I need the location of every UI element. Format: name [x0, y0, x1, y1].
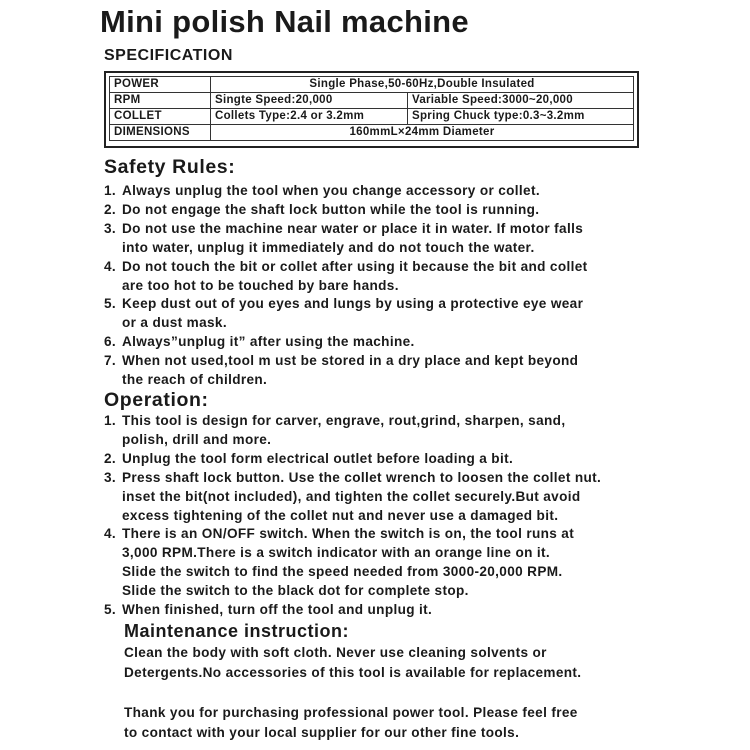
- spec-row-dimensions: [110, 125, 634, 141]
- item-number: 3.: [104, 469, 117, 485]
- item-text: This tool is design for carver, engrave, rout,grind, sharpen, sand, polish, drill and more.: [122, 413, 566, 447]
- item-text: When finished, turn off the tool and unplug it.: [122, 602, 433, 618]
- list-item: [104, 412, 744, 450]
- item-number: 4.: [104, 526, 117, 542]
- list-item: [104, 525, 744, 601]
- list-item: [104, 220, 744, 258]
- item-number: 2.: [104, 450, 117, 466]
- list-item: [104, 450, 744, 469]
- item-text: There is an ON/OFF switch. When the switch is on, the tool runs at 3,000 RPM.There is a switch indicator with an orange line on it. Slide the switch to find the speed needed from 3000-20,000 RPM. Slide the switch to the black dot for complete stop.: [122, 526, 575, 599]
- item-number: 5.: [104, 296, 117, 312]
- item-number: 4.: [104, 258, 117, 274]
- page-title: Mini polish Nail machine: [100, 4, 469, 39]
- list-item: [104, 295, 744, 333]
- spec-label-rpm: RPM: [110, 93, 211, 109]
- spec-label-collet: COLLET: [110, 109, 211, 125]
- item-number: 2.: [104, 201, 117, 217]
- item-text: Do not touch the bit or collet after using it because the bit and collet are too hot to be touched by bare hands.: [122, 258, 588, 293]
- closing-text: Thank you for purchasing professional power tool. Please feel free to contact with your local supplier for our other fine tools.: [124, 705, 578, 740]
- operation-heading: Operation:: [104, 389, 209, 411]
- item-text: Always”unplug it” after using the machine.: [122, 334, 415, 350]
- spec-label-power: POWER: [110, 77, 211, 93]
- spec-value-rpm-variable: Variable Speed:3000~20,000: [408, 93, 634, 109]
- spec-row-power: [110, 77, 634, 93]
- spec-value-rpm-single: Singte Speed:20,000: [211, 93, 408, 109]
- safety-rules-heading: Safety Rules:: [104, 156, 236, 178]
- spec-label-dimensions: DIMENSIONS: [110, 125, 211, 141]
- item-text: Do not use the machine near water or place it in water. If motor falls into water, unplug it immediately and do not touch the water.: [122, 220, 584, 255]
- item-number: 1.: [104, 183, 117, 198]
- item-number: 7.: [104, 353, 117, 369]
- item-number: 5.: [104, 602, 117, 618]
- list-item: [104, 258, 744, 296]
- list-item: [104, 352, 744, 390]
- spec-value-collet-type: Collets Type:2.4 or 3.2mm: [211, 109, 408, 125]
- maintenance-text: Clean the body with soft cloth. Never use cleaning solvents or Detergents.No accessories of this tool is available for replacement.: [124, 645, 582, 680]
- list-item: [104, 333, 744, 352]
- item-text: Do not engage the shaft lock button while the tool is running.: [122, 201, 540, 217]
- list-item: [104, 601, 744, 620]
- spec-value-dimensions: 160mmL×24mm Diameter: [211, 125, 634, 141]
- item-number: 1.: [104, 413, 117, 428]
- spec-value-power: Single Phase,50-60Hz,Double Insulated: [211, 77, 634, 93]
- list-item: [104, 182, 744, 201]
- item-number: 3.: [104, 220, 117, 236]
- spec-row-collet: [110, 109, 634, 125]
- list-item: [104, 201, 744, 220]
- item-text: Always unplug the tool when you change accessory or collet.: [122, 183, 540, 198]
- item-text: Keep dust out of you eyes and lungs by using a protective eye wear or a dust mask.: [122, 296, 584, 331]
- specification-table-frame: [104, 71, 639, 148]
- item-text: Unplug the tool form electrical outlet before loading a bit.: [122, 450, 514, 466]
- specification-table: [109, 76, 634, 141]
- spec-value-spring-chuck: Spring Chuck type:0.3~3.2mm: [408, 109, 634, 125]
- maintenance-heading: Maintenance instruction:: [124, 621, 350, 641]
- item-text: Press shaft lock button. Use the collet wrench to loosen the collet nut. inset the bit(not included), and tighten the collet securely.But avoid excess tightening of the collet nut and never use a damaged bit.: [122, 469, 602, 523]
- specification-heading: SPECIFICATION: [104, 47, 233, 64]
- spec-row-rpm: [110, 93, 634, 109]
- safety-rules-list: [104, 182, 744, 390]
- operation-list: [104, 412, 744, 620]
- item-number: 6.: [104, 334, 117, 350]
- list-item: [104, 469, 744, 526]
- item-text: When not used,tool m ust be stored in a dry place and kept beyond the reach of children.: [122, 353, 579, 388]
